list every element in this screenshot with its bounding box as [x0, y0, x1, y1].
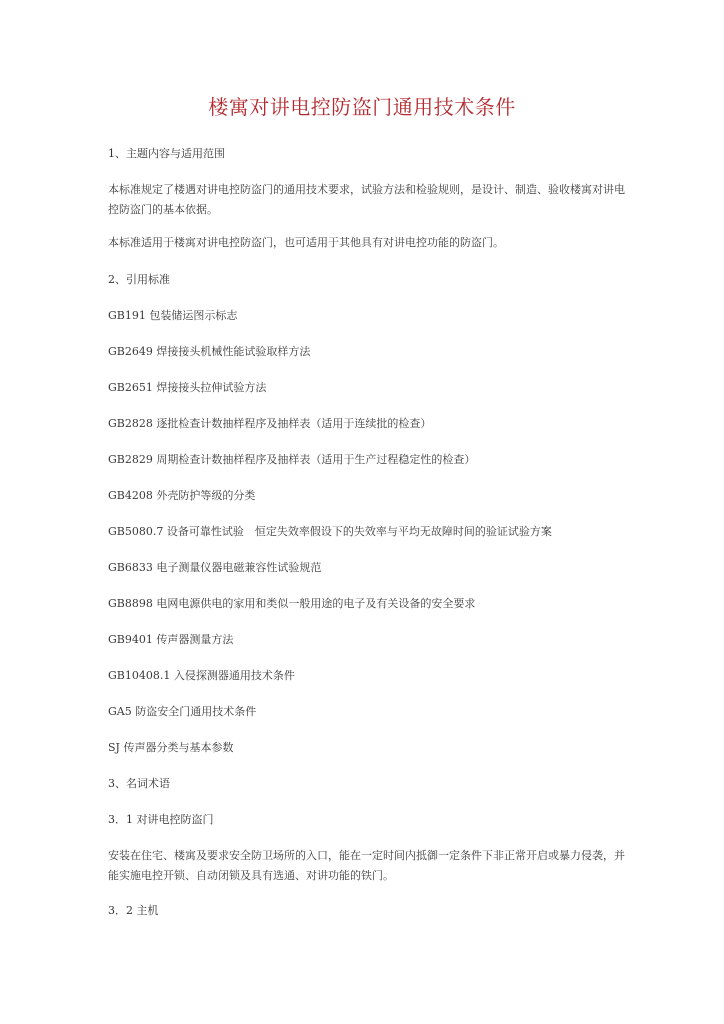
reference-item: GB2828 逐批检查计数抽样程序及抽样表（适用于连续批的检查） — [108, 417, 432, 430]
paragraph-scope-1: 本标准规定了楼遇对讲电控防盗门的通用技术要求，试验方法和检验规则，是设计、制造、验收楼寓对讲电控防盗门的基本依据。 — [108, 183, 625, 216]
section-heading-references: 2、引用标准 — [108, 273, 170, 286]
reference-item: GB2651 焊接接头拉伸试验方法 — [108, 381, 267, 394]
reference-item: GA5 防盗安全门通用技术条件 — [108, 705, 257, 718]
subsection-heading-host: 3．2 主机 — [108, 904, 159, 917]
reference-item: GB191 包装储运图示标志 — [108, 309, 238, 322]
reference-item: GB8898 电网电源供电的家用和类似一般用途的电子及有关设备的安全要求 — [108, 597, 476, 610]
reference-item: GB2649 焊接接头机械性能试验取样方法 — [108, 345, 311, 358]
document-title: 楼寓对讲电控防盗门通用技术条件 — [208, 95, 516, 119]
reference-item: GB6833 电子测量仪器电磁兼容性试验规范 — [108, 561, 322, 574]
reference-item: GB10408.1 入侵探测器通用技术条件 — [108, 669, 295, 682]
reference-item: SJ 传声器分类与基本参数 — [108, 741, 234, 754]
section-heading-scope: 1、主题内容与适用范围 — [108, 147, 225, 160]
reference-item: GB9401 传声器测量方法 — [108, 633, 234, 646]
paragraph-door-definition: 安装在住宅、楼寓及要求安全防卫场所的入口，能在一定时间内抵御一定条件下非正常开启或暴力侵袭，并能实施电控开锁、自动闭锁及具有选通、对讲功能的铁门。 — [108, 849, 625, 882]
reference-item: GB2829 周期检查计数抽样程序及抽样表（适用于生产过程稳定性的检查） — [108, 453, 476, 466]
reference-item: GB5080.7 设备可靠性试验 恒定失效率假设下的失效率与平均无故障时间的验证试验方案 — [108, 525, 552, 538]
subsection-heading-door: 3．1 对讲电控防盗门 — [108, 813, 214, 826]
reference-item: GB4208 外壳防护等级的分类 — [108, 489, 256, 502]
section-heading-terms: 3、名词术语 — [108, 777, 170, 790]
paragraph-scope-2: 本标准适用于楼寓对讲电控防盗门，也可适用于其他具有对讲电控功能的防盗门。 — [108, 236, 504, 249]
